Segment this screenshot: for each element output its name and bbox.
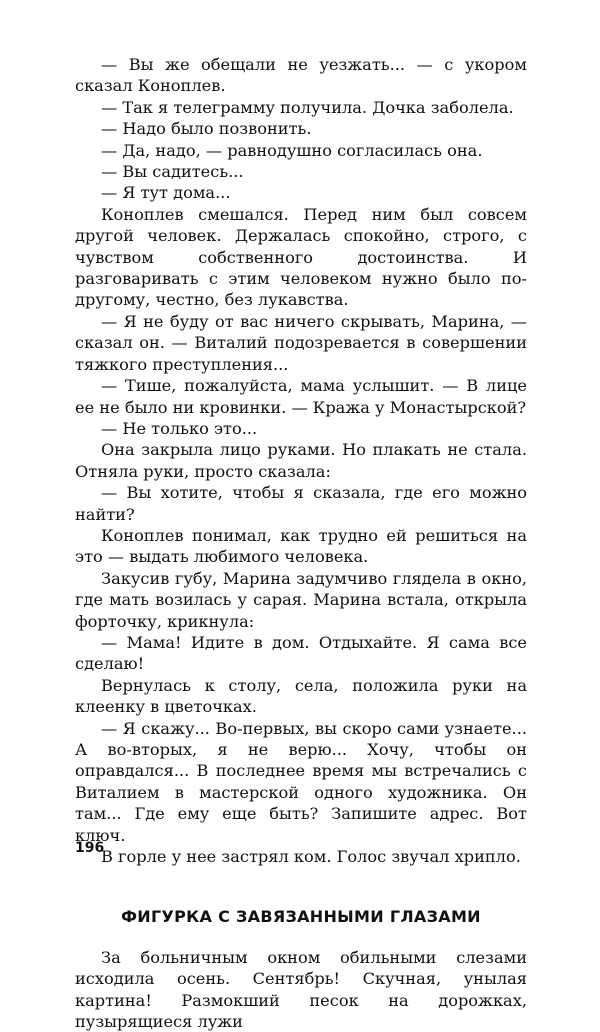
paragraph: — Вы хотите, чтобы я сказала, где его можно найти? bbox=[75, 483, 527, 524]
paragraph: В горле у нее застрял ком. Голос звучал хрипло. bbox=[101, 847, 521, 867]
paragraph: — Так я телеграмму получила. Дочка заболела. bbox=[101, 97, 514, 117]
paragraph: — Вы же обещали не уезжать... — с укором сказал Коноплев. bbox=[75, 55, 527, 96]
book-page bbox=[75, 54, 527, 1032]
chapter-title: ФИГУРКА С ЗАВЯЗАННЫМИ ГЛАЗАМИ bbox=[121, 907, 481, 927]
chapter-body bbox=[75, 947, 527, 1032]
paragraph: Она закрыла лицо руками. Но плакать не стала. Отняла руки, просто сказала: bbox=[75, 440, 527, 481]
paragraph: Коноплев смешался. Перед ним был совсем другой человек. Держалась спокойно, строго, с чувством собственного достоинства. И разговаривать с этим человеком нужно было по-другому, честно, без лукавства. bbox=[75, 204, 527, 310]
paragraph: — Я скажу... Во-первых, вы скоро сами узнаете... А во-вторых, я не верю... Хочу, чтобы он оправдался... В последнее время мы встречались с Виталием в мастерской одного художника. Он там... Где ему еще быть? Запишите адрес. Вот ключ. bbox=[75, 718, 527, 845]
paragraph: — Тише, пожалуйста, мама услышит. — В лице ее не было ни кровинки. — Кража у Монастырской? bbox=[75, 376, 527, 417]
paragraph: — Я не буду от вас ничего скрывать, Марина, — сказал он. — Виталий подозревается в совершении тяжкого преступления... bbox=[75, 311, 527, 374]
paragraph: — Мама! Идите в дом. Отдыхайте. Я сама все сделаю! bbox=[75, 632, 527, 674]
page-number: 196 bbox=[75, 840, 105, 856]
paragraph: — Я тут дома... bbox=[101, 183, 231, 203]
paragraph: Закусив губу, Марина задумчиво глядела в окно, где мать возилась у сарая. Марина встала, открыла форточку, крикнула: bbox=[75, 568, 527, 631]
paragraph: — Не только это... bbox=[101, 418, 258, 438]
paragraph: Вернулась к столу, села, положила руки на клеенку в цветочках. bbox=[75, 675, 527, 717]
paragraph: — Да, надо, — равнодушно согласилась она. bbox=[101, 140, 483, 160]
paragraph: — Надо было позвонить. bbox=[101, 119, 312, 139]
chapter-opening-paragraph: За больничным окном обильными слезами исходила осень. Сентябрь! Скучная, унылая картина! Размокший песок на дорожках, пузырящиеся лужи bbox=[75, 947, 527, 1032]
body-text bbox=[75, 54, 527, 867]
paragraph: — Вы садитесь... bbox=[101, 162, 244, 182]
paragraph: Коноплев понимал, как трудно ей решиться на это — выдать любимого человека. bbox=[75, 525, 527, 567]
